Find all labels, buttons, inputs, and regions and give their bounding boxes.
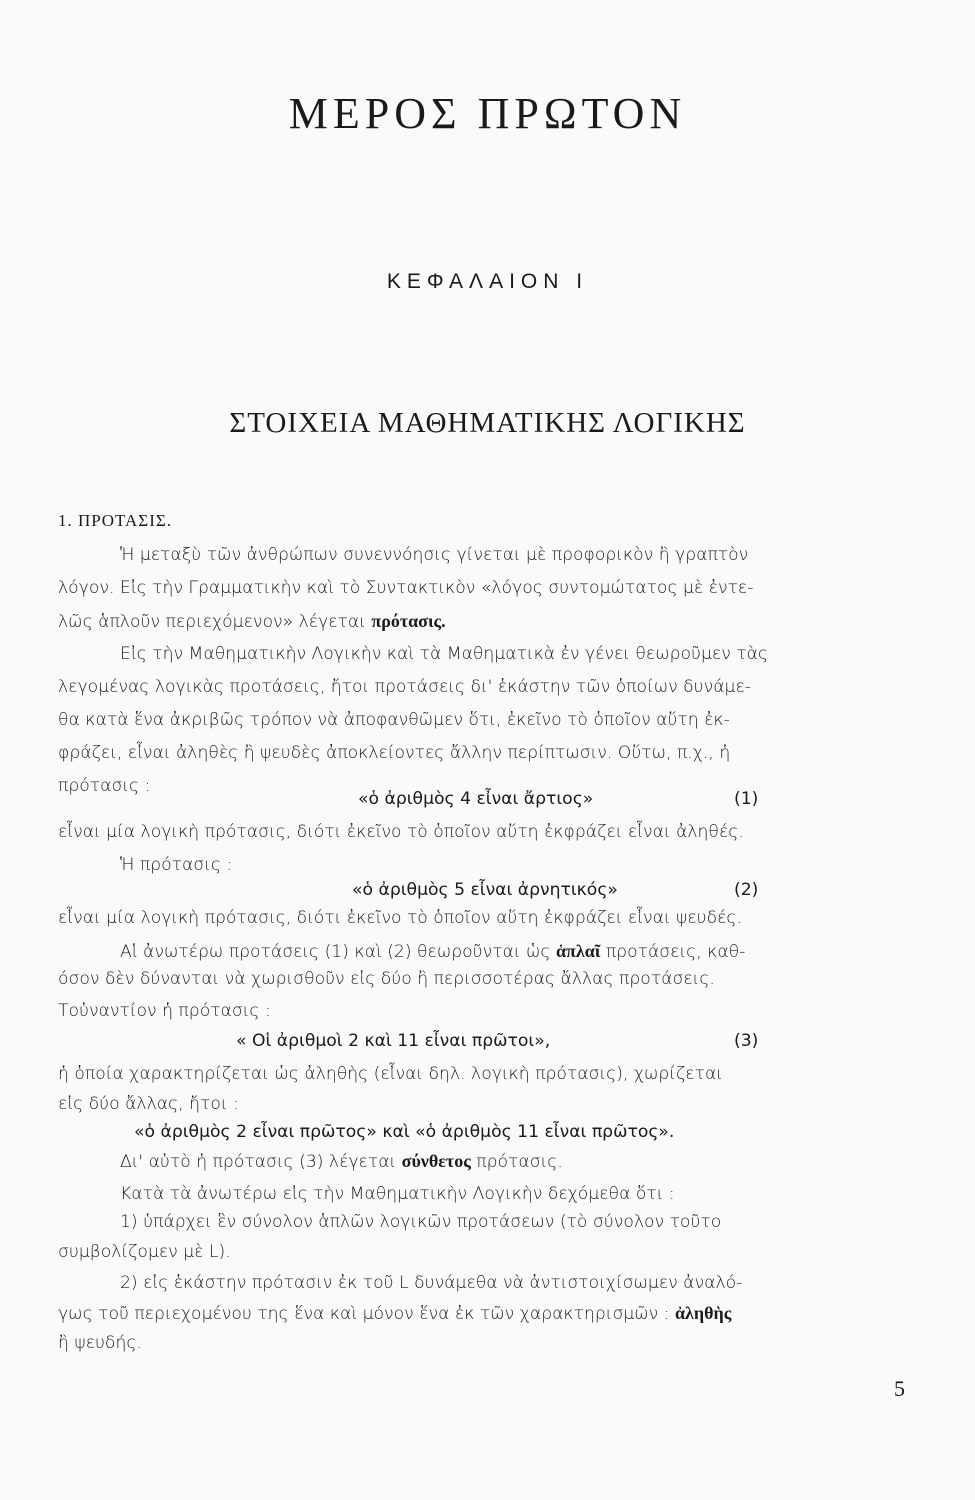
example-proposition: «ὁ ἀριθμὸς 2 εἶναι πρῶτος» καὶ «ὁ ἀριθμὸς 11 εἶναι πρῶτος».	[134, 1122, 675, 1142]
text-line: Ἡ πρότασις :	[120, 855, 233, 875]
text-line: εἰς δύο ἄλλας, ἤτοι :	[58, 1094, 239, 1114]
text-line: λεγομένας λογικὰς προτάσεις, ἤτοι προτάσεις δι' ἑκάστην τῶν ὁποίων δυνάμε-	[58, 677, 751, 697]
text-fragment: γως τοῦ περιεχομένου της ἕνα καὶ μόνον ἕνα ἐκ τῶν χαρακτηρισμῶν :	[58, 1304, 670, 1324]
example-proposition: «ὁ ἀριθμὸς 5 εἶναι ἀρνητικός»	[352, 880, 618, 900]
text-fragment: πρότασις.	[476, 1152, 563, 1172]
text-line	[58, 1151, 908, 1172]
text-line: πρότασις :	[58, 776, 151, 796]
text-line: εἶναι μία λογικὴ πρότασις, διότι ἐκεῖνο τὸ ὁποῖον αὕτη ἐκφράζει εἶναι ἀληθές.	[58, 822, 744, 842]
section-heading: 1. ΠΡΟΤΑΣΙΣ.	[58, 511, 173, 530]
bold-term: σύνθετος	[401, 1151, 471, 1171]
bold-term: πρότασις.	[371, 611, 446, 631]
equation-number: (3)	[734, 1031, 759, 1051]
text-line: Ἡ μεταξὺ τῶν ἀνθρώπων συνεννόησις γίνεται μὲ προφορικὸν ἢ γραπτὸν	[120, 545, 749, 565]
text-line: θα κατὰ ἕνα ἀκριβῶς τρόπον νὰ ἀποφανθῶμεν ὅτι, ἐκεῖνο τὸ ὁποῖον αὕτη ἐκ-	[58, 710, 730, 730]
text-line: Εἰς τὴν Μαθηματικὴν Λογικὴν καὶ τὰ Μαθηματικὰ ἐν γένει θεωροῦμεν τὰς	[120, 644, 769, 664]
equation-number: (2)	[734, 880, 759, 900]
text-line	[58, 941, 908, 962]
text-line: 2) εἰς ἑκάστην πρότασιν ἐκ τοῦ L δυνάμεθα νὰ ἀντιστοιχίσωμεν ἀναλό-	[120, 1273, 743, 1293]
bold-term: ἀληθὴς	[675, 1303, 732, 1323]
text-fragment: Αἱ ἀνωτέρω προτάσεις (1) καὶ (2) θεωροῦνται ὡς	[120, 942, 551, 962]
chapter-title: ΚΕΦΑΛΑΙΟΝ Ι	[386, 270, 589, 293]
chapter-heading: ΣΤΟΙΧΕΙΑ ΜΑΘΗΜΑΤΙΚΗΣ ΛΟΓΙΚΗΣ	[229, 407, 746, 439]
text-line: συμβολίζομεν μὲ L).	[58, 1242, 231, 1262]
text-fragment: προτάσεις, καθ-	[605, 942, 746, 962]
part-title: ΜΕΡΟΣ ΠΡΩΤΟΝ	[288, 89, 687, 138]
text-line: λόγον. Εἰς τὴν Γραμματικὴν καὶ τὸ Συντακτικὸν «λόγος συντομώτατος μὲ ἐντε-	[58, 578, 754, 598]
text-line	[58, 1303, 908, 1324]
text-line: ἡ ὁποία χαρακτηρίζεται ὡς ἀληθὴς (εἶναι δηλ. λογικὴ πρότασις), χωρίζεται	[58, 1064, 723, 1084]
page-number: 5	[894, 1376, 905, 1401]
text-fragment: λῶς ἁπλοῦν περιεχόμενον» λέγεται	[58, 612, 366, 632]
bold-term: ἁπλαῖ	[555, 941, 601, 961]
text-fragment: Δι' αὐτὸ ἡ πρότασις (3) λέγεται	[120, 1152, 397, 1172]
text-line: 1) ὑπάρχει ἓν σύνολον ἁπλῶν λογικῶν προτάσεων (τὸ σύνολον τοῦτο	[120, 1212, 722, 1232]
text-line: Κατὰ τὰ ἀνωτέρω εἰς τὴν Μαθηματικὴν Λογικὴν δεχόμεθα ὅτι :	[120, 1184, 675, 1204]
example-proposition: « Οἱ ἀριθμοὶ 2 καὶ 11 εἶναι πρῶτοι»,	[236, 1031, 551, 1051]
text-line: Τοὐναντίον ἡ πρότασις :	[58, 1001, 271, 1021]
text-line: ἢ ψευδής.	[58, 1333, 142, 1353]
example-proposition: «ὁ ἀριθμὸς 4 εἶναι ἄρτιος»	[358, 789, 594, 809]
text-line: όσον δὲν δύνανται νὰ χωρισθοῦν εἰς δύο ἢ περισσοτέρας ἄλλας προτάσεις.	[58, 969, 715, 989]
text-line	[58, 611, 908, 632]
text-line: φράζει, εἶναι ἀληθὲς ἢ ψευδὲς ἀποκλείοντες ἄλλην περίπτωσιν. Οὕτω, π.χ., ἡ	[58, 743, 731, 763]
equation-number: (1)	[734, 789, 759, 809]
text-line: εἶναι μία λογικὴ πρότασις, διότι ἐκεῖνο τὸ ὁποῖον αὕτη ἐκφράζει εἶναι ψευδές.	[58, 908, 742, 928]
